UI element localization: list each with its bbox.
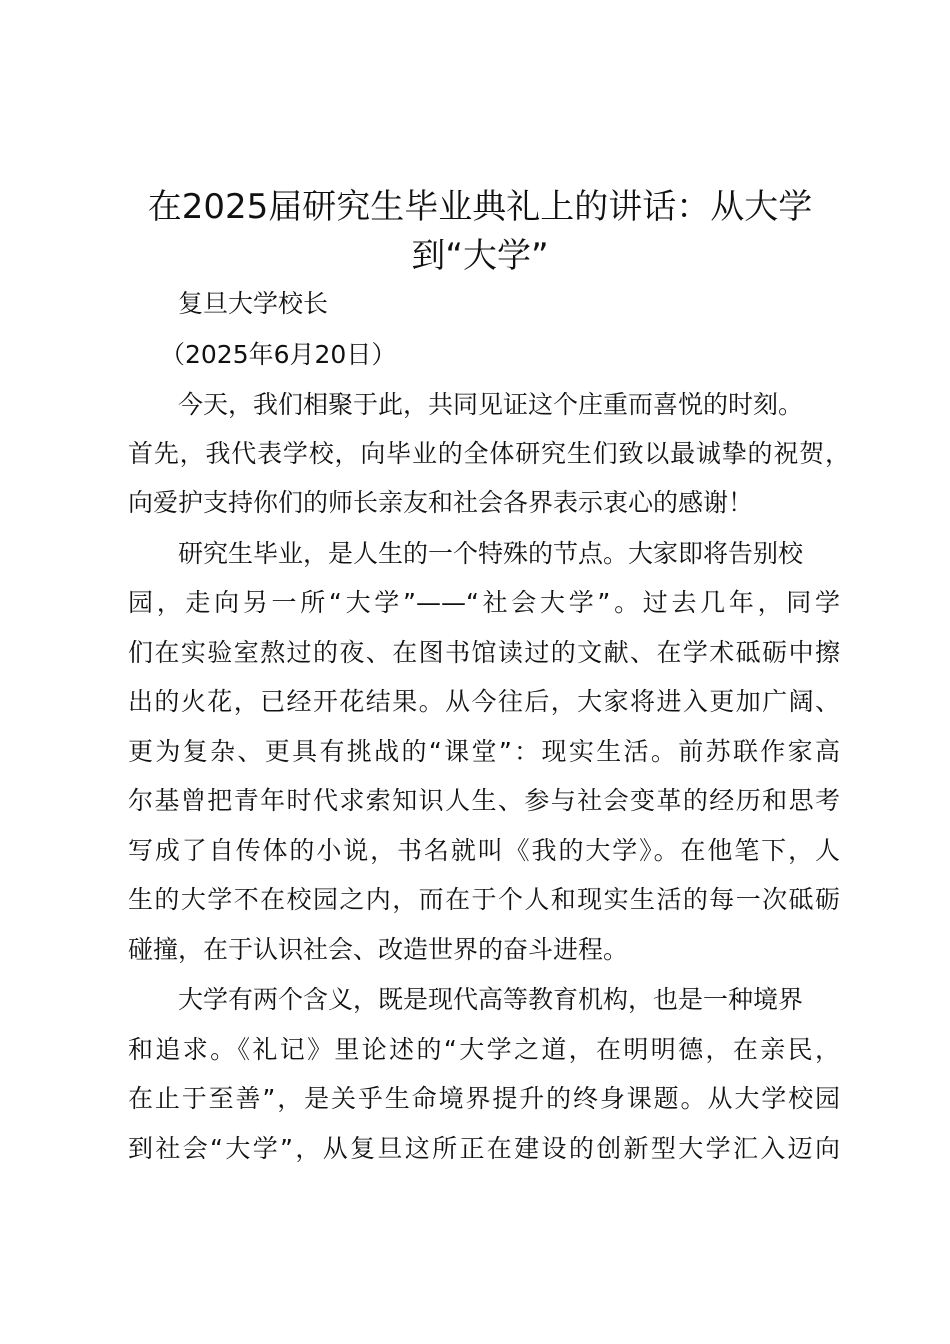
author-line: 复旦大学校长 [178,289,329,318]
paragraph-2-line-6: 尔基曾把青年时代求索知识人生、参与社会变革的经历和思考 [128,786,840,815]
paragraph-2-line-9: 碰撞，在于认识社会、改造世界的奋斗进程。 [128,935,629,964]
paragraph-3-line-4: 到社会“大学”，从复旦这所正在建设的创新型大学汇入迈向 [128,1134,840,1163]
paragraph-1-line-1: 今天，我们相聚于此，共同见证这个庄重而喜悦的时刻。 [178,390,804,419]
paragraph-2-line-1: 研究生毕业，是人生的一个特殊的节点。大家即将告别校 [178,539,804,568]
paragraph-3-line-2: 和追求。《礼记》里论述的“大学之道，在明明德，在亲民， [128,1035,840,1064]
paragraph-2-line-5: 更为复杂、更具有挑战的“课堂”：现实生活。前苏联作家高 [128,737,840,766]
date-line: （2025年6月20日） [160,340,397,369]
paragraph-1-line-2: 首先，我代表学校，向毕业的全体研究生们致以最诚挚的祝贺， [128,439,850,468]
paragraph-2-line-4: 出的火花，已经开花结果。从今往后，大家将进入更加广阔、 [128,687,840,716]
paragraph-3-line-3: 在止于至善”，是关乎生命境界提升的终身课题。从大学校园 [128,1084,840,1113]
paragraph-2-line-3: 们在实验室熬过的夜、在图书馆读过的文献、在学术砥砺中擦 [128,638,840,667]
paragraph-2-line-7: 写成了自传体的小说，书名就叫《我的大学》。在他笔下，人 [128,836,840,865]
title-line-1: 在2025届研究生毕业典礼上的讲话：从大学 [147,187,813,227]
paragraph-2-line-2: 园，走向另一所“大学”——“社会大学”。过去几年，同学 [128,588,840,617]
title-line-2: 到“大学” [411,236,549,276]
paragraph-1-line-3: 向爱护支持你们的师长亲友和社会各界表示衷心的感谢！ [128,488,754,517]
paragraph-3-line-1: 大学有两个含义，既是现代高等教育机构，也是一种境界 [178,985,804,1014]
paragraph-2-line-8: 生的大学不在校园之内，而在于个人和现实生活的每一次砥砺 [128,885,840,914]
